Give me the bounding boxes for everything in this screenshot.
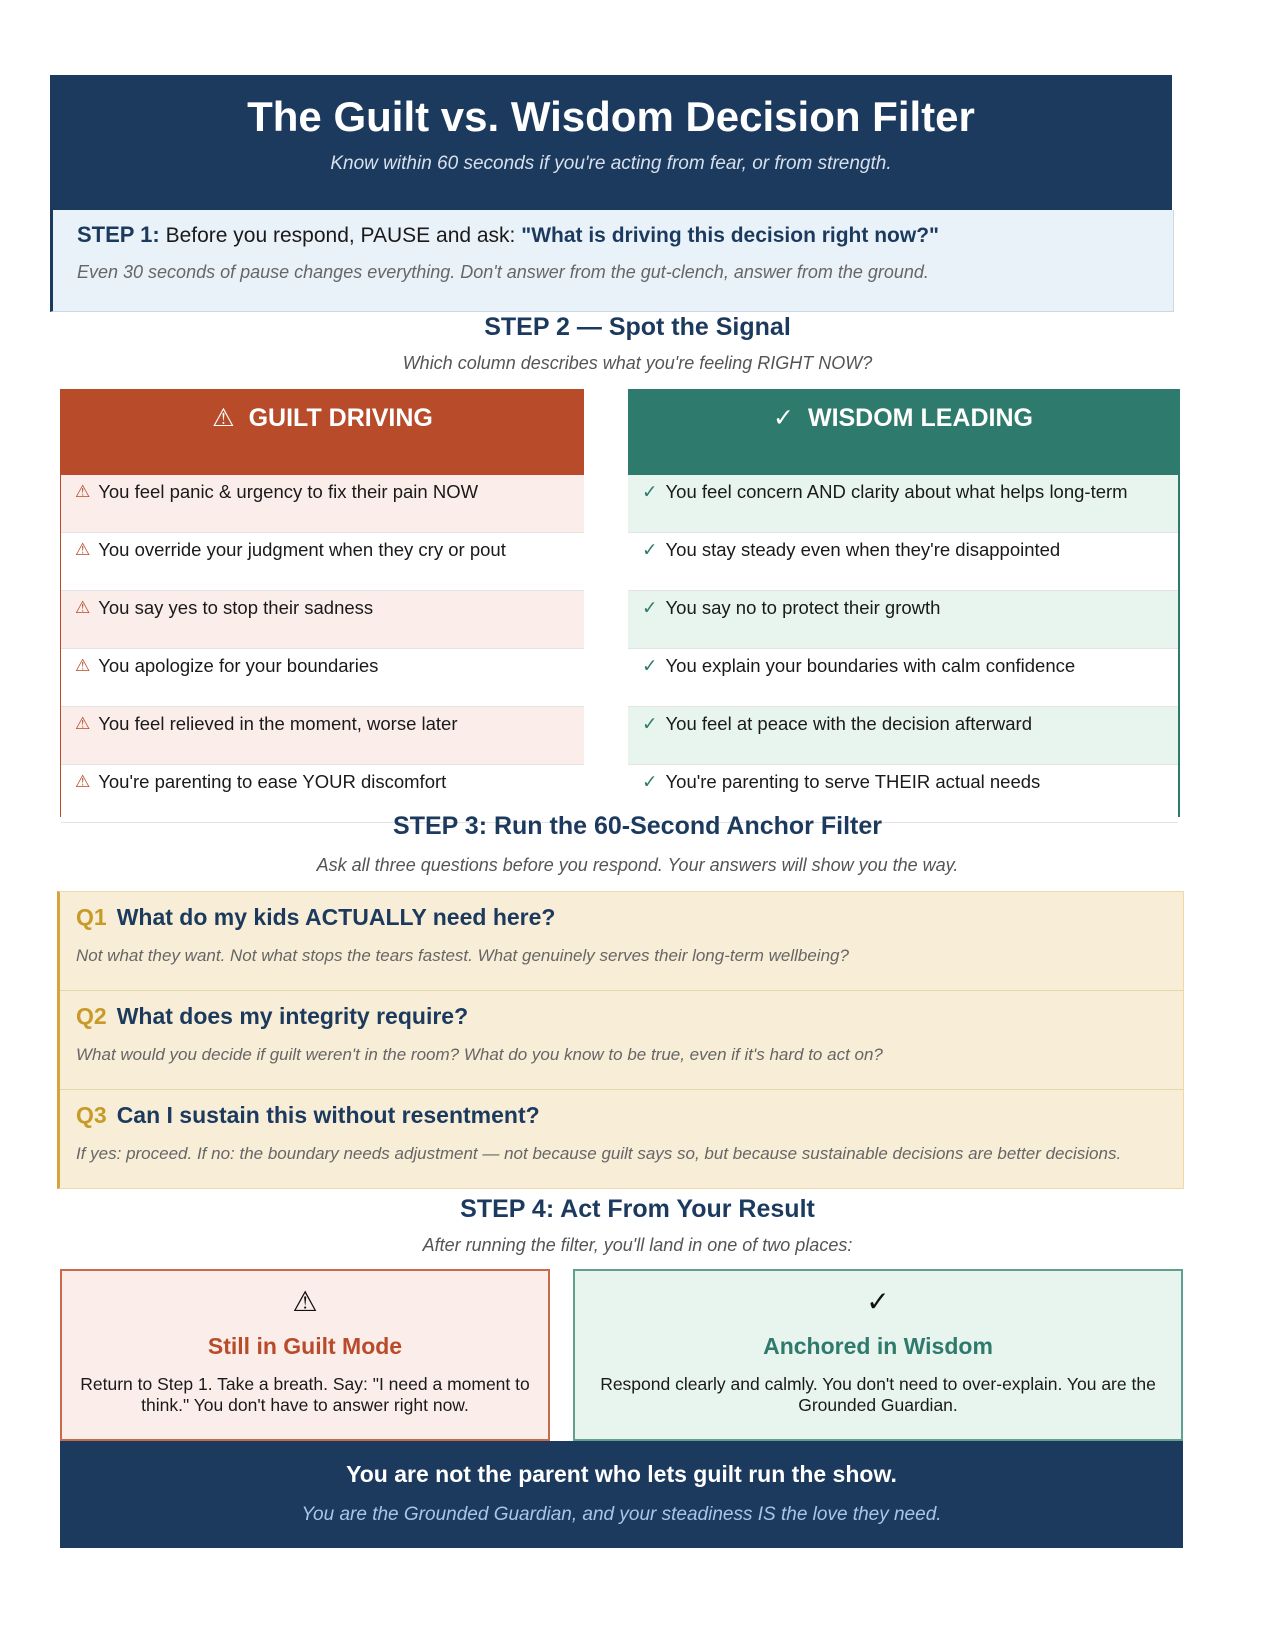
checkmark-icon: ✓ — [642, 713, 658, 734]
question-heading — [76, 1003, 1183, 1030]
header-banner — [50, 75, 1172, 210]
step1-text: Before you respond, PAUSE and ask: — [159, 224, 522, 247]
guilt-row — [61, 475, 584, 533]
wisdom-row-text: You're parenting to serve THEIR actual needs — [665, 771, 1041, 792]
question-heading — [76, 1102, 1183, 1129]
checkmark-icon: ✓ — [642, 539, 658, 560]
checkmark-icon: ✓ — [773, 404, 794, 432]
checkmark-icon: ✓ — [642, 655, 658, 676]
footer-line1: You are not the parent who lets guilt run the show. — [346, 1461, 897, 1487]
wisdom-result-title: Anchored in Wisdom — [763, 1333, 993, 1359]
question-item — [60, 892, 1183, 991]
guilt-column — [60, 389, 584, 817]
step1-box — [50, 210, 1174, 312]
wisdom-row — [628, 533, 1178, 591]
checkmark-icon: ✓ — [642, 481, 658, 502]
wisdom-row — [628, 649, 1178, 707]
question-number: Q3 — [76, 1102, 107, 1128]
step1-label: STEP 1: — [77, 222, 160, 247]
step2-subtitle: Which column describes what you're feeling RIGHT NOW? — [402, 353, 873, 373]
warning-icon: ⚠ — [75, 656, 91, 675]
question-text: What does my integrity require? — [116, 1003, 469, 1029]
checkmark-icon: ✓ — [642, 597, 658, 618]
question-number: Q1 — [76, 904, 107, 930]
question-detail: What would you decide if guilt weren't in the room? What do you know to be true, even if it's hard to act on? — [76, 1045, 883, 1064]
guilt-row-text: You apologize for your boundaries — [98, 655, 379, 676]
question-text: Can I sustain this without resentment? — [116, 1102, 540, 1128]
warning-icon: ⚠ — [75, 772, 91, 791]
question-heading — [76, 904, 1183, 931]
warning-icon: ⚠ — [212, 404, 235, 432]
step1-note: Even 30 seconds of pause changes everything. Don't answer from the gut-clench, answer from the ground. — [77, 262, 929, 282]
warning-icon: ⚠ — [292, 1286, 318, 1317]
wisdom-result-box — [573, 1269, 1183, 1441]
guilt-column-header — [61, 389, 584, 475]
step2-title: STEP 2 — Spot the Signal — [484, 313, 791, 341]
wisdom-column-header — [628, 389, 1178, 475]
wisdom-row — [628, 707, 1178, 765]
checkmark-icon: ✓ — [866, 1286, 890, 1317]
warning-icon: ⚠ — [75, 714, 91, 733]
warning-icon: ⚠ — [75, 598, 91, 617]
question-item — [60, 1090, 1183, 1189]
guilt-row-text: You override your judgment when they cry or pout — [98, 539, 506, 560]
wisdom-row-text: You feel concern AND clarity about what helps long-term — [665, 481, 1128, 502]
question-detail: Not what they want. Not what stops the tears fastest. What genuinely serves their long-term wellbeing? — [76, 946, 849, 965]
guilt-row-text: You feel panic & urgency to fix their pain NOW — [98, 481, 479, 502]
checkmark-icon: ✓ — [642, 771, 658, 792]
step1-line — [77, 222, 1173, 248]
wisdom-column-heading: WISDOM LEADING — [807, 404, 1033, 432]
page-subtitle: Know within 60 seconds if you're acting from fear, or from strength. — [330, 153, 892, 175]
guilt-column-heading: GUILT DRIVING — [248, 404, 433, 432]
guilt-row — [61, 707, 584, 765]
question-item — [60, 991, 1183, 1090]
step4-subtitle: After running the filter, you'll land in one of two places: — [422, 1235, 853, 1255]
question-detail: If yes: proceed. If no: the boundary needs adjustment — not because guilt says so, but because sustainable decisions are better decisions. — [76, 1144, 1122, 1163]
step3-subtitle: Ask all three questions before you respond. Your answers will show you the way. — [316, 855, 959, 875]
footer-line2: You are the Grounded Guardian, and your steadiness IS the love they need. — [301, 1504, 942, 1525]
warning-icon: ⚠ — [75, 540, 91, 559]
guilt-row — [61, 591, 584, 649]
guilt-result-box — [60, 1269, 550, 1441]
wisdom-row-text: You explain your boundaries with calm confidence — [665, 655, 1076, 676]
step4-title: STEP 4: Act From Your Result — [460, 1195, 815, 1223]
wisdom-row — [628, 475, 1178, 533]
guilt-result-text: Return to Step 1. Take a breath. Say: "I need a moment to think." You don't have to answer right now. — [80, 1374, 530, 1415]
wisdom-row-text: You say no to protect their growth — [665, 597, 941, 618]
question-text: What do my kids ACTUALLY need here? — [116, 904, 556, 930]
footer-banner — [60, 1441, 1183, 1548]
wisdom-column — [628, 389, 1180, 817]
wisdom-row-text: You stay steady even when they're disappointed — [665, 539, 1061, 560]
step1-question: "What is driving this decision right now?" — [521, 224, 939, 247]
guilt-row-text: You say yes to stop their sadness — [98, 597, 374, 618]
wisdom-row-text: You feel at peace with the decision afterward — [665, 713, 1032, 734]
guilt-row-text: You're parenting to ease YOUR discomfort — [98, 771, 447, 792]
guilt-result-title: Still in Guilt Mode — [207, 1333, 403, 1359]
anchor-filter-box — [57, 891, 1184, 1189]
wisdom-result-text: Respond clearly and calmly. You don't need to over-explain. You are the Grounded Guardian. — [600, 1374, 1156, 1415]
question-number: Q2 — [76, 1003, 107, 1029]
warning-icon: ⚠ — [75, 482, 91, 501]
wisdom-row — [628, 591, 1178, 649]
guilt-row-text: You feel relieved in the moment, worse later — [98, 713, 458, 734]
guilt-row — [61, 533, 584, 591]
page-title: The Guilt vs. Wisdom Decision Filter — [247, 93, 975, 140]
step3-title: STEP 3: Run the 60-Second Anchor Filter — [393, 812, 882, 840]
guilt-row — [61, 649, 584, 707]
